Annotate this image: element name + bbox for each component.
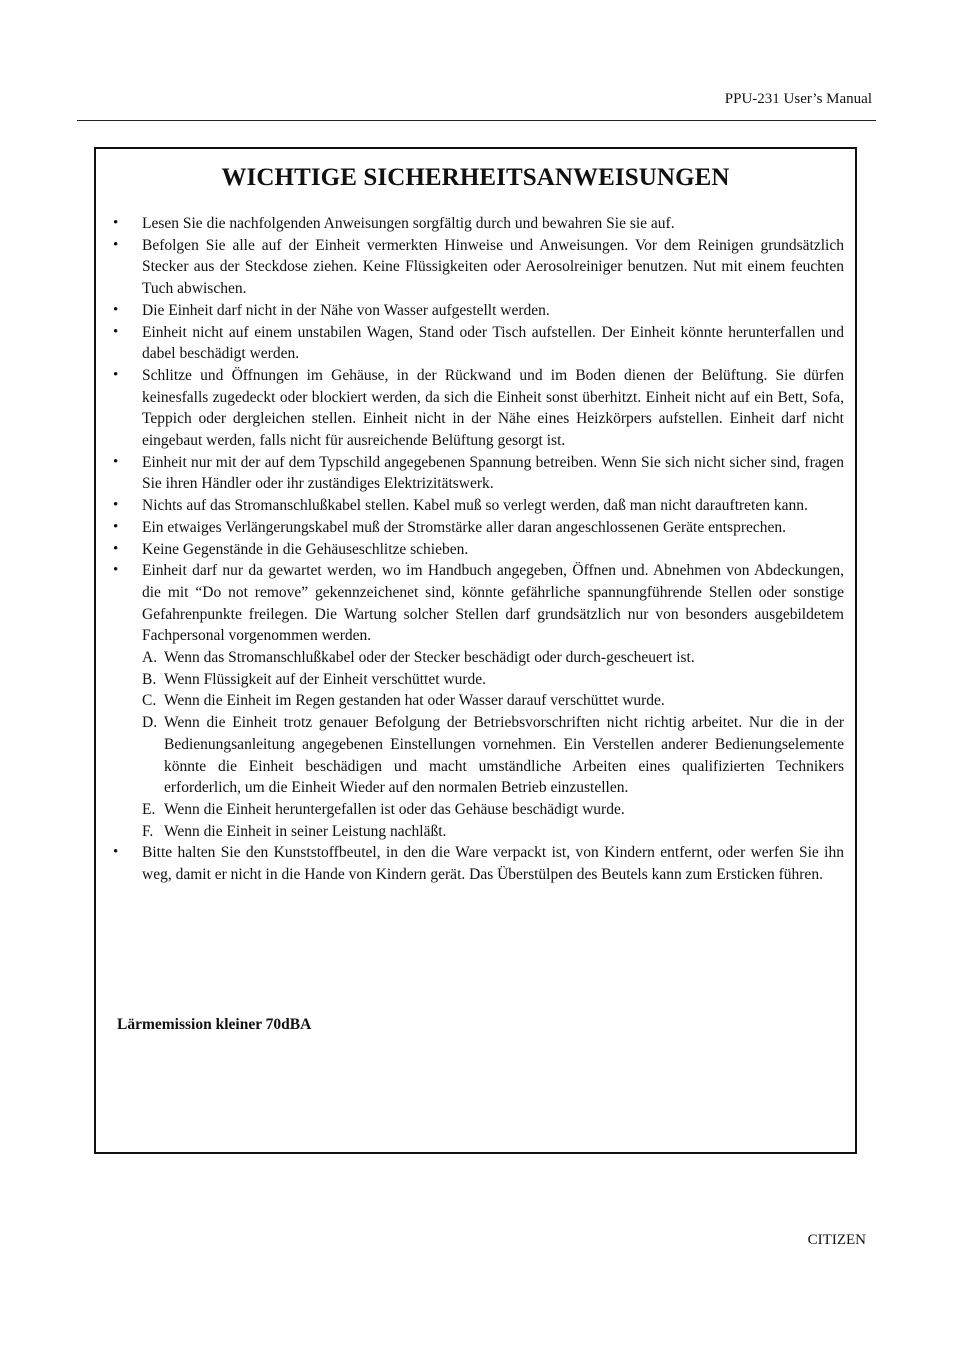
- list-item-text: Ein etwaiges Verlängerungskabel muß der Stromstärke aller daran angeschlossenen Geräte entsprechen.: [142, 518, 787, 536]
- sub-item-text: Wenn das Stromanschlußkabel oder der Stecker beschädigt oder durch-gescheuert ist.: [164, 649, 695, 667]
- sub-item-letter: C.: [142, 692, 157, 710]
- sub-item-letter: E.: [142, 800, 156, 818]
- list-item: [108, 539, 844, 561]
- sub-item-text: Wenn die Einheit heruntergefallen ist oder das Gehäuse beschädigt wurde.: [164, 800, 625, 818]
- list-item-text: Bitte halten Sie den Kunststoffbeutel, in den die Ware verpackt ist, von Kindern entfernt, oder werfen Sie ihn weg, damit er nicht in die Hande von Kindern gerät. Das Überstülpen des Beutels kann zum Ersticken führen.: [142, 844, 844, 884]
- bullet-icon: •: [113, 540, 119, 557]
- sub-item-text: Wenn die Einheit im Regen gestanden hat oder Wasser darauf verschüttet wurde.: [164, 692, 665, 710]
- sub-item: [108, 669, 844, 691]
- list-item: [108, 517, 844, 539]
- list-item-text: Einheit darf nur da gewartet werden, wo im Handbuch angegeben, Öffnen und. Abnehmen von Abdeckungen, die mit “Do not remove” gekennzeichenet sind, könnte gefährliche spannungführende Stellen oder sonstige Gefahrenpunkte freilegen. Die Wartung solcher Stellen darf grundsätzlich nur von besonders ausgebildetem Fachpersonal vorgenommen werden.: [142, 562, 844, 645]
- list-item-text: Die Einheit darf nicht in der Nähe von Wasser aufgestellt werden.: [142, 301, 550, 319]
- sub-item-letter: A.: [142, 649, 158, 667]
- sub-item: [108, 821, 844, 843]
- list-item: [108, 452, 844, 495]
- sub-item-letter: B.: [142, 670, 157, 688]
- list-item: [108, 213, 844, 235]
- manual-header: PPU-231 User’s Manual: [724, 91, 872, 107]
- header-rule: [77, 120, 876, 121]
- sub-item-text: Wenn die Einheit trotz genauer Befolgung der Betriebsvorschriften nicht richtig arbeitet. Nur die in der Bedienungsanleitung angegebenen Einstellungen vornehmen. Ein Verstellen anderer Bedienungselemente könnte die Einheit beschädigen und macht umständliche Arbeiten eines qualifizierten Technikers erforderlich, um die Einheit Wieder auf den normalen Betrieb einzustellen.: [164, 714, 844, 797]
- bullet-icon: •: [113, 215, 119, 231]
- list-item-text: Befolgen Sie alle auf der Einheit vermerkten Hinweise und Anweisungen. Vor dem Reinigen grundsätzlich Stecker aus der Steckdose ziehen. Keine Flüssigkeiten oder Aerosolreiniger benutzen. Nut mit einem feuchten Tuch abwischen.: [142, 236, 844, 298]
- sub-item-letter: F.: [142, 822, 154, 840]
- list-item: [108, 300, 844, 322]
- bullet-icon: •: [113, 366, 119, 383]
- list-item: [108, 322, 844, 365]
- safety-title: WICHTIGE SICHERHEITSANWEISUNGEN: [221, 164, 730, 191]
- list-item-text: Einheit nicht auf einem unstabilen Wagen, Stand oder Tisch aufstellen. Der Einheit könnte herunterfallen und dabel beschädigt werden.: [142, 323, 844, 363]
- bullet-icon: •: [113, 323, 119, 340]
- instructions-list: [108, 213, 844, 886]
- bullet-icon: •: [113, 301, 119, 318]
- sub-item: [108, 712, 844, 799]
- list-item-text: Keine Gegenstände in die Gehäuseschlitze schieben.: [142, 540, 469, 558]
- footer-brand: CITIZEN: [807, 1232, 866, 1248]
- bullet-icon: •: [113, 236, 119, 253]
- list-item: [108, 235, 844, 300]
- sub-item: [108, 647, 844, 669]
- sub-item: [108, 690, 844, 712]
- noise-emission-note: Lärmemission kleiner 70dBA: [117, 1016, 312, 1033]
- sub-item-letter: D.: [142, 714, 158, 732]
- safety-instructions-box: [94, 147, 857, 1154]
- list-item: [108, 495, 844, 517]
- list-item: [108, 842, 844, 885]
- bullet-icon: •: [113, 497, 119, 514]
- list-item-text: Nichts auf das Stromanschlußkabel stellen. Kabel muß so verlegt werden, daß man nicht darauftreten kann.: [142, 497, 808, 515]
- bullet-icon: •: [113, 562, 119, 579]
- bullet-icon: •: [113, 453, 119, 470]
- list-item-text: Einheit nur mit der auf dem Typschild angegebenen Spannung betreiben. Wenn Sie sich nicht sicher sind, fragen Sie ihren Händler oder ihr zuständiges Elektrizitätswerk.: [142, 453, 844, 493]
- bullet-icon: •: [113, 518, 119, 535]
- list-item: [108, 365, 844, 452]
- bullet-icon: •: [113, 844, 119, 861]
- sub-item-text: Wenn die Einheit in seiner Leistung nachläßt.: [164, 822, 447, 840]
- sub-item-text: Wenn Flüssigkeit auf der Einheit verschüttet wurde.: [164, 670, 487, 688]
- list-item: [108, 560, 844, 647]
- list-item-text: Lesen Sie die nachfolgenden Anweisungen sorgfältig durch und bewahren Sie sie auf.: [142, 215, 675, 232]
- sub-item: [108, 799, 844, 821]
- list-item-text: Schlitze und Öffnungen im Gehäuse, in der Rückwand und im Boden dienen der Belüftung. Sie dürfen keinesfalls zugedeckt oder blockiert werden, da sich die Einheit sonst überhitzt. Einheit nicht auf ein Bett, Sofa, Teppich oder dergleichen stellen. Einheit nicht in der Nähe eines Heizkörpers aufstellen. Einheit darf nicht eingebaut werden, falls nicht für ausreichende Belüftung gesorgt ist.: [142, 366, 844, 450]
